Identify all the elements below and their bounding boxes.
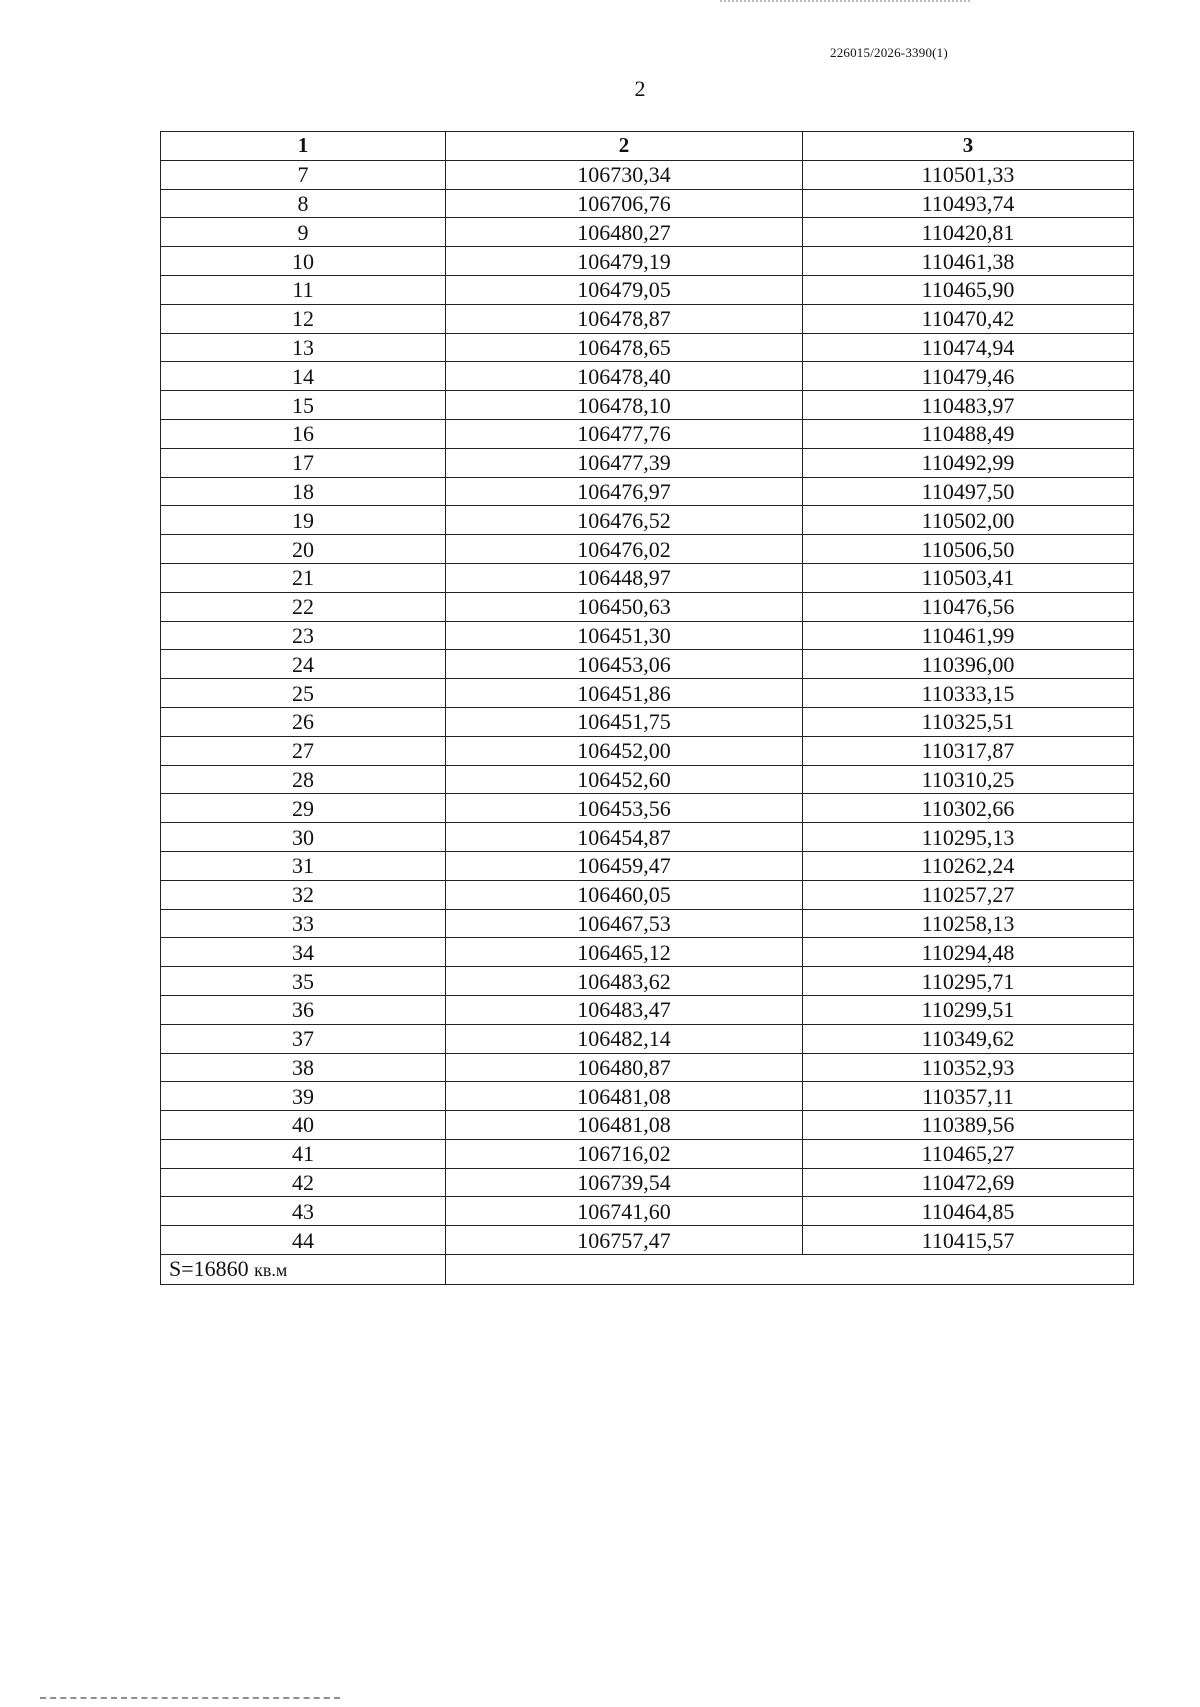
header-x-coordinate: 2 <box>446 132 803 161</box>
cell-y-coordinate: 110503,41 <box>803 563 1134 592</box>
cell-y-coordinate: 110262,24 <box>803 851 1134 880</box>
cell-x-coordinate: 106450,63 <box>446 592 803 621</box>
cell-point-number: 28 <box>161 765 446 794</box>
table-row <box>161 967 1134 996</box>
table-row <box>161 1226 1134 1255</box>
table-row <box>161 1082 1134 1111</box>
cell-point-number: 19 <box>161 506 446 535</box>
table-row <box>161 707 1134 736</box>
cell-x-coordinate: 106478,40 <box>446 362 803 391</box>
cell-point-number: 42 <box>161 1168 446 1197</box>
cell-y-coordinate: 110257,27 <box>803 880 1134 909</box>
cell-y-coordinate: 110396,00 <box>803 650 1134 679</box>
cell-y-coordinate: 110476,56 <box>803 592 1134 621</box>
table-row <box>161 247 1134 276</box>
table-row <box>161 823 1134 852</box>
cell-x-coordinate: 106476,52 <box>446 506 803 535</box>
table-row <box>161 275 1134 304</box>
cell-x-coordinate: 106448,97 <box>446 563 803 592</box>
cell-point-number: 14 <box>161 362 446 391</box>
cell-y-coordinate: 110506,50 <box>803 535 1134 564</box>
table-row <box>161 909 1134 938</box>
header-point-number: 1 <box>161 132 446 161</box>
cell-x-coordinate: 106741,60 <box>446 1197 803 1226</box>
cell-y-coordinate: 110299,51 <box>803 995 1134 1024</box>
cell-x-coordinate: 106482,14 <box>446 1024 803 1053</box>
table-row <box>161 391 1134 420</box>
table-row <box>161 563 1134 592</box>
cell-y-coordinate: 110349,62 <box>803 1024 1134 1053</box>
cell-x-coordinate: 106476,97 <box>446 477 803 506</box>
cell-point-number: 32 <box>161 880 446 909</box>
cell-y-coordinate: 110357,11 <box>803 1082 1134 1111</box>
cell-x-coordinate: 106481,08 <box>446 1082 803 1111</box>
cell-point-number: 20 <box>161 535 446 564</box>
cell-x-coordinate: 106706,76 <box>446 189 803 218</box>
cell-y-coordinate: 110294,48 <box>803 938 1134 967</box>
cell-x-coordinate: 106459,47 <box>446 851 803 880</box>
cell-point-number: 8 <box>161 189 446 218</box>
cell-y-coordinate: 110333,15 <box>803 679 1134 708</box>
cell-x-coordinate: 106476,02 <box>446 535 803 564</box>
page-number: 2 <box>634 76 646 101</box>
cell-point-number: 23 <box>161 621 446 650</box>
cell-point-number: 35 <box>161 967 446 996</box>
cell-x-coordinate: 106451,30 <box>446 621 803 650</box>
header-y-coordinate: 3 <box>803 132 1134 161</box>
cell-x-coordinate: 106452,60 <box>446 765 803 794</box>
cell-y-coordinate: 110389,56 <box>803 1111 1134 1140</box>
cell-y-coordinate: 110483,97 <box>803 391 1134 420</box>
table-row <box>161 765 1134 794</box>
cell-point-number: 12 <box>161 304 446 333</box>
cell-y-coordinate: 110317,87 <box>803 736 1134 765</box>
cell-y-coordinate: 110472,69 <box>803 1168 1134 1197</box>
cell-y-coordinate: 110295,13 <box>803 823 1134 852</box>
table-row <box>161 419 1134 448</box>
table-row <box>161 880 1134 909</box>
cell-x-coordinate: 106454,87 <box>446 823 803 852</box>
cell-point-number: 25 <box>161 679 446 708</box>
cell-y-coordinate: 110295,71 <box>803 967 1134 996</box>
cell-y-coordinate: 110497,50 <box>803 477 1134 506</box>
area-unit: кв.м <box>254 1260 288 1281</box>
cell-y-coordinate: 110465,90 <box>803 275 1134 304</box>
document-reference-number: 226015/2026-3390(1) <box>830 45 948 60</box>
cell-y-coordinate: 110325,51 <box>803 707 1134 736</box>
table-row <box>161 736 1134 765</box>
cell-x-coordinate: 106451,75 <box>446 707 803 736</box>
table-row <box>161 506 1134 535</box>
area-empty-cell <box>446 1255 1134 1285</box>
cell-y-coordinate: 110415,57 <box>803 1226 1134 1255</box>
table-row <box>161 477 1134 506</box>
cell-y-coordinate: 110488,49 <box>803 419 1134 448</box>
table-header-row <box>161 132 1134 161</box>
cell-point-number: 10 <box>161 247 446 276</box>
table-row <box>161 1139 1134 1168</box>
cell-x-coordinate: 106730,34 <box>446 160 803 189</box>
table-row <box>161 794 1134 823</box>
coordinates-table <box>160 131 1134 1285</box>
table-body <box>161 160 1134 1254</box>
cell-y-coordinate: 110465,27 <box>803 1139 1134 1168</box>
cell-x-coordinate: 106453,56 <box>446 794 803 823</box>
table-row <box>161 304 1134 333</box>
cell-y-coordinate: 110352,93 <box>803 1053 1134 1082</box>
cell-x-coordinate: 106483,47 <box>446 995 803 1024</box>
table-row <box>161 333 1134 362</box>
cell-point-number: 33 <box>161 909 446 938</box>
cell-point-number: 17 <box>161 448 446 477</box>
cell-point-number: 41 <box>161 1139 446 1168</box>
cell-point-number: 26 <box>161 707 446 736</box>
cell-x-coordinate: 106477,76 <box>446 419 803 448</box>
table-row <box>161 995 1134 1024</box>
table-row <box>161 189 1134 218</box>
cell-y-coordinate: 110502,00 <box>803 506 1134 535</box>
table-row <box>161 938 1134 967</box>
cell-y-coordinate: 110474,94 <box>803 333 1134 362</box>
cell-point-number: 22 <box>161 592 446 621</box>
cell-point-number: 38 <box>161 1053 446 1082</box>
cell-x-coordinate: 106739,54 <box>446 1168 803 1197</box>
cell-x-coordinate: 106481,08 <box>446 1111 803 1140</box>
area-value: S=16860 <box>169 1256 249 1282</box>
cell-x-coordinate: 106452,00 <box>446 736 803 765</box>
table-row <box>161 448 1134 477</box>
cell-x-coordinate: 106480,27 <box>446 218 803 247</box>
cell-point-number: 34 <box>161 938 446 967</box>
area-cell <box>161 1255 446 1285</box>
table-row <box>161 1024 1134 1053</box>
area-row <box>161 1255 1134 1285</box>
cell-point-number: 11 <box>161 275 446 304</box>
cell-x-coordinate: 106451,86 <box>446 679 803 708</box>
table-row <box>161 851 1134 880</box>
cell-x-coordinate: 106478,65 <box>446 333 803 362</box>
cell-x-coordinate: 106460,05 <box>446 880 803 909</box>
cell-x-coordinate: 106453,06 <box>446 650 803 679</box>
cell-point-number: 44 <box>161 1226 446 1255</box>
cell-y-coordinate: 110479,46 <box>803 362 1134 391</box>
cell-x-coordinate: 106479,19 <box>446 247 803 276</box>
table-row <box>161 535 1134 564</box>
cell-point-number: 7 <box>161 160 446 189</box>
cell-y-coordinate: 110302,66 <box>803 794 1134 823</box>
table-row <box>161 679 1134 708</box>
cell-point-number: 9 <box>161 218 446 247</box>
scan-artifact-top <box>720 0 970 6</box>
cell-point-number: 21 <box>161 563 446 592</box>
cell-point-number: 30 <box>161 823 446 852</box>
table-row <box>161 218 1134 247</box>
cell-x-coordinate: 106479,05 <box>446 275 803 304</box>
table-row <box>161 160 1134 189</box>
cell-point-number: 16 <box>161 419 446 448</box>
cell-y-coordinate: 110492,99 <box>803 448 1134 477</box>
cell-point-number: 39 <box>161 1082 446 1111</box>
cell-point-number: 31 <box>161 851 446 880</box>
cell-x-coordinate: 106467,53 <box>446 909 803 938</box>
cell-point-number: 18 <box>161 477 446 506</box>
cell-y-coordinate: 110501,33 <box>803 160 1134 189</box>
cell-x-coordinate: 106757,47 <box>446 1226 803 1255</box>
table-row <box>161 1197 1134 1226</box>
cell-x-coordinate: 106716,02 <box>446 1139 803 1168</box>
cell-y-coordinate: 110310,25 <box>803 765 1134 794</box>
cell-y-coordinate: 110464,85 <box>803 1197 1134 1226</box>
cell-point-number: 15 <box>161 391 446 420</box>
cell-point-number: 37 <box>161 1024 446 1053</box>
cell-point-number: 29 <box>161 794 446 823</box>
table-row <box>161 650 1134 679</box>
cell-point-number: 27 <box>161 736 446 765</box>
cell-x-coordinate: 106477,39 <box>446 448 803 477</box>
table-row <box>161 1053 1134 1082</box>
scan-artifact-bottom <box>40 1697 340 1703</box>
cell-y-coordinate: 110461,99 <box>803 621 1134 650</box>
cell-point-number: 43 <box>161 1197 446 1226</box>
cell-x-coordinate: 106478,10 <box>446 391 803 420</box>
table-row <box>161 1111 1134 1140</box>
table-row <box>161 592 1134 621</box>
cell-x-coordinate: 106483,62 <box>446 967 803 996</box>
cell-y-coordinate: 110420,81 <box>803 218 1134 247</box>
cell-y-coordinate: 110493,74 <box>803 189 1134 218</box>
cell-x-coordinate: 106480,87 <box>446 1053 803 1082</box>
cell-point-number: 36 <box>161 995 446 1024</box>
cell-point-number: 13 <box>161 333 446 362</box>
cell-point-number: 24 <box>161 650 446 679</box>
table-row <box>161 362 1134 391</box>
cell-y-coordinate: 110258,13 <box>803 909 1134 938</box>
table-row <box>161 1168 1134 1197</box>
cell-point-number: 40 <box>161 1111 446 1140</box>
cell-y-coordinate: 110461,38 <box>803 247 1134 276</box>
table-row <box>161 621 1134 650</box>
cell-y-coordinate: 110470,42 <box>803 304 1134 333</box>
cell-x-coordinate: 106465,12 <box>446 938 803 967</box>
cell-x-coordinate: 106478,87 <box>446 304 803 333</box>
